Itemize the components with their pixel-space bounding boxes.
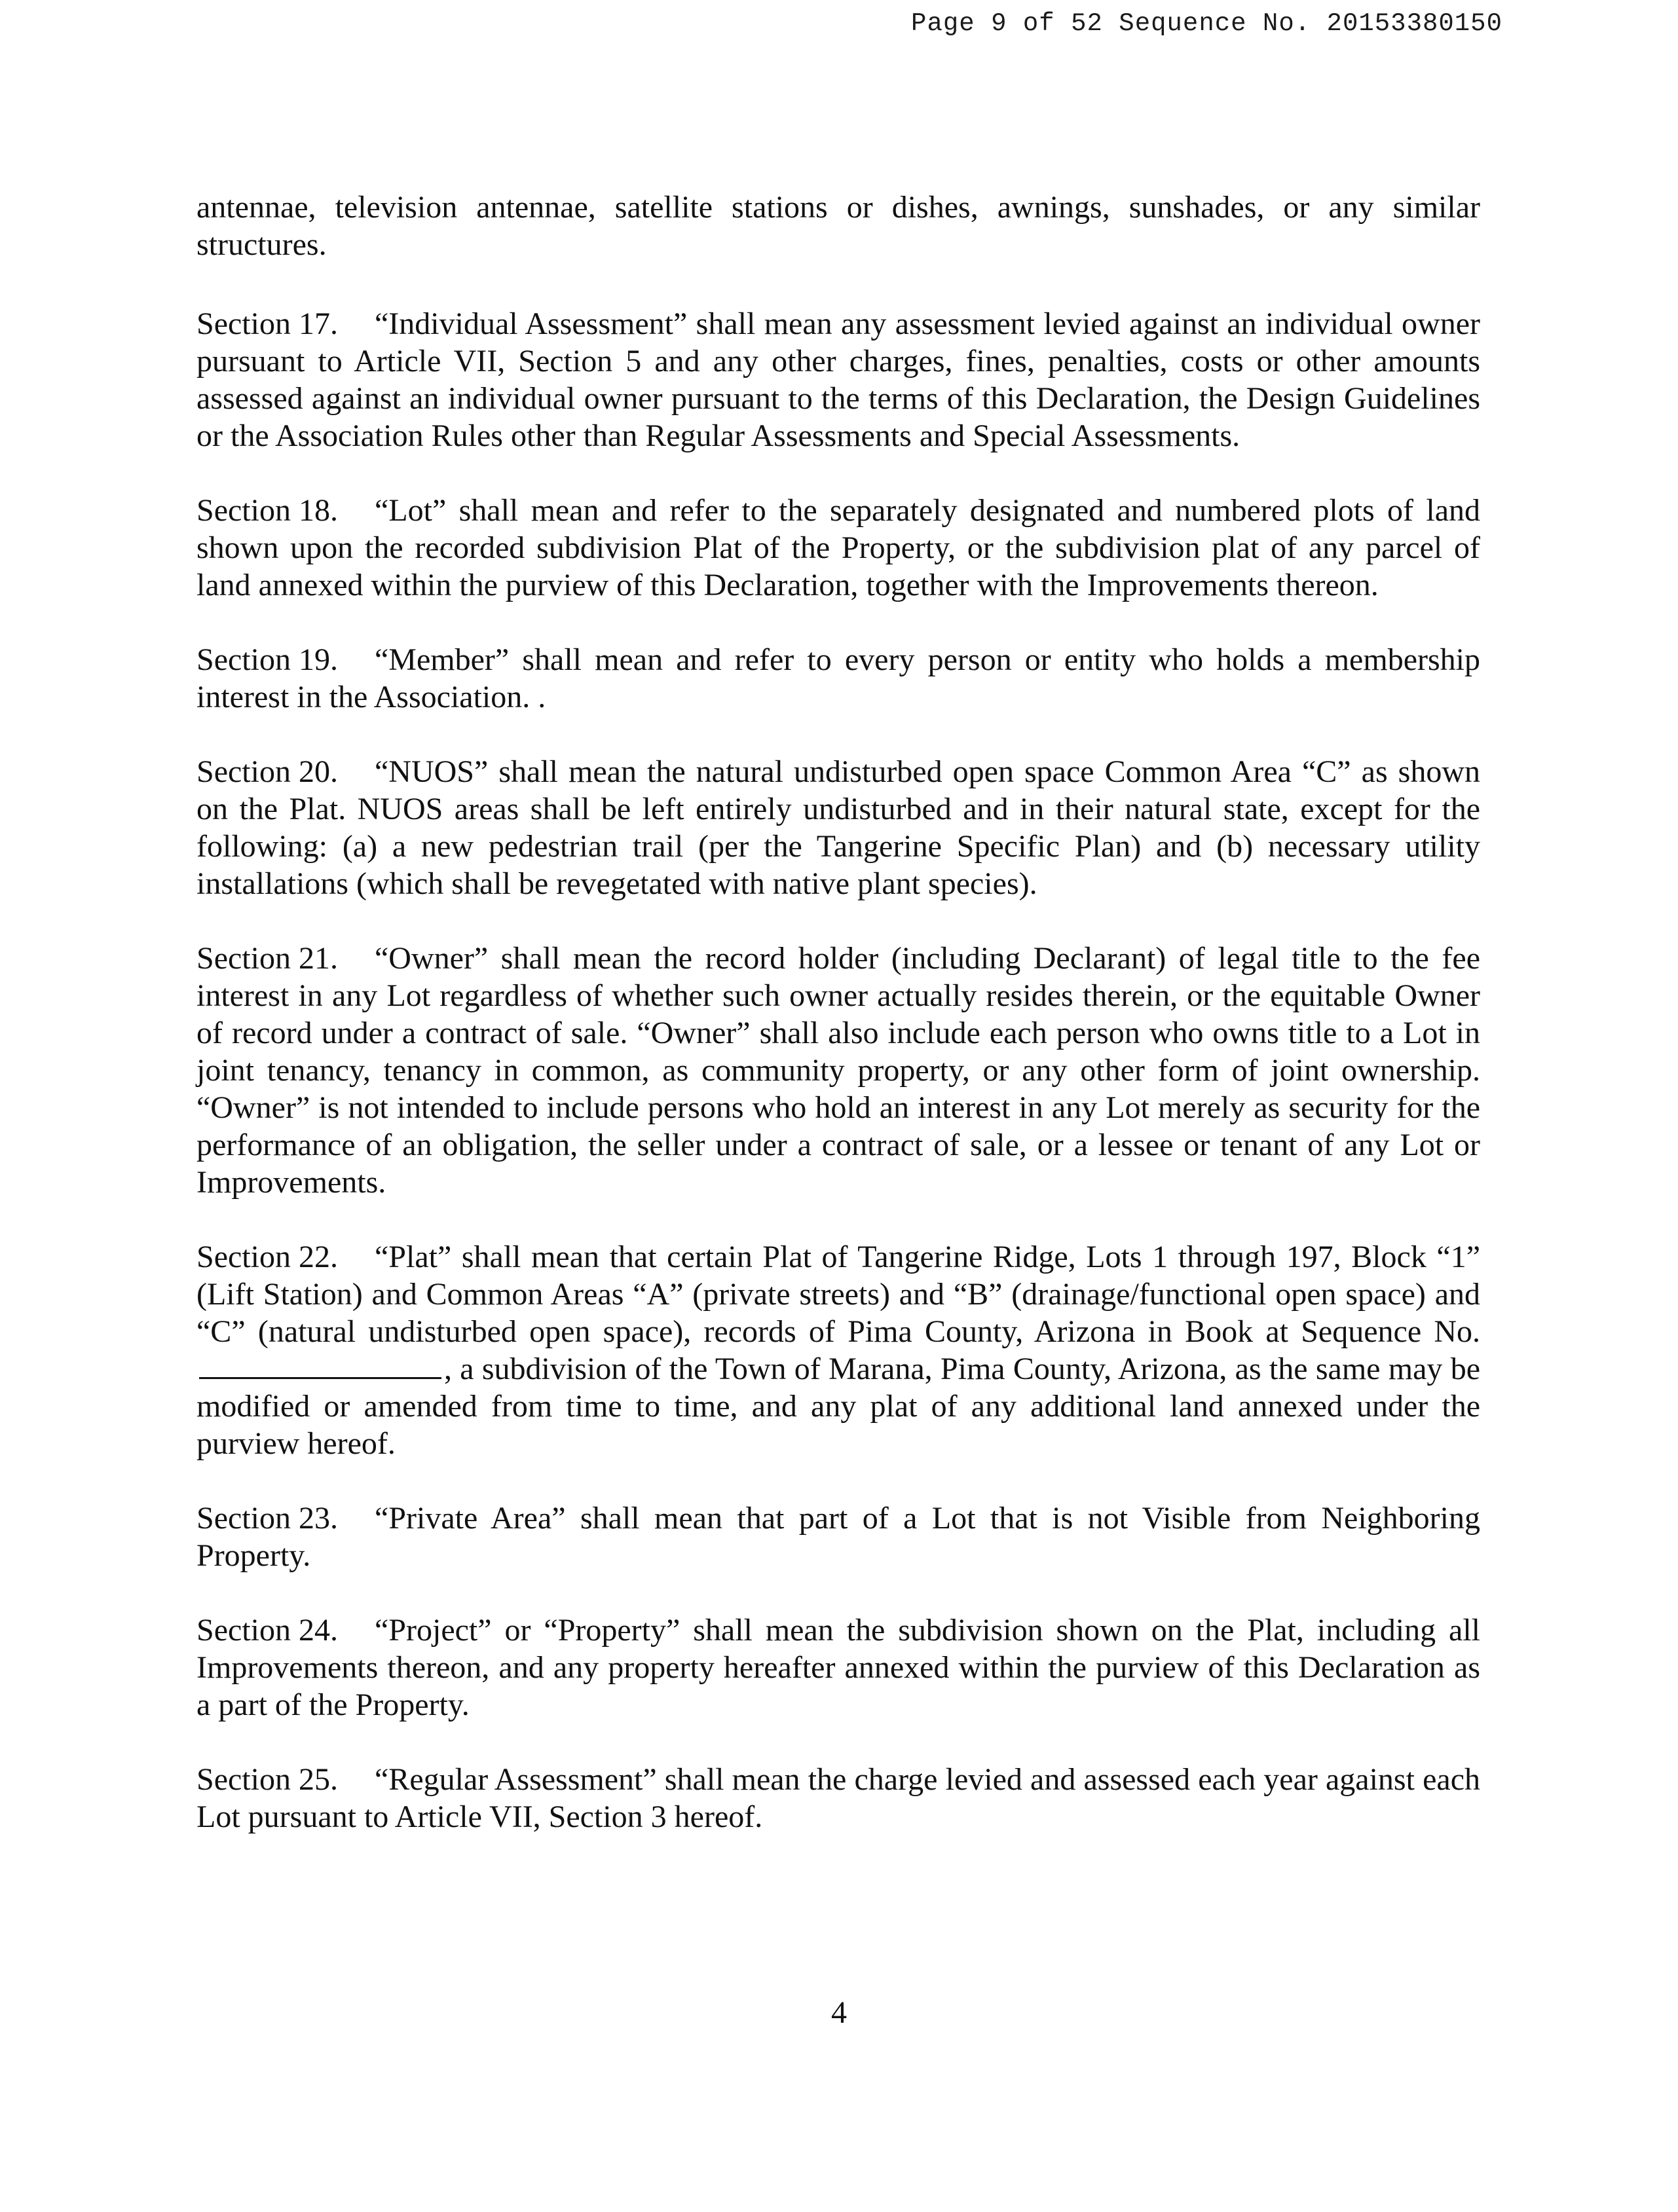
section-21-label: Section 21.	[196, 941, 338, 976]
section-25-paragraph	[196, 1761, 1480, 1835]
section-17-label: Section 17.	[196, 306, 338, 341]
page-number: 4	[831, 1995, 847, 2030]
section-17-text: “Individual Assessment” shall mean any assessment levied against an individual owner pursuant to Article VII, Section 5 and any other charges, fines, penalties, costs or other amounts assessed against an individual owner pursuant to the terms of this Declaration, the Design Guidelines or the Association Rules other than Regular Assessments and Special Assessments.	[196, 306, 1480, 453]
section-22-text-before-blank: “Plat” shall mean that certain Plat of Tangerine Ridge, Lots 1 through 197, Block “1” (Lift Station) and Common Areas “A” (private streets) and “B” (drainage/functional open space) and “C” (natural undisturbed open space), records of Pima County, Arizona in Book at Sequence No.	[196, 1240, 1480, 1349]
section-24-text: “Project” or “Property” shall mean the subdivision shown on the Plat, including all Improvements thereon, and any property hereafter annexed within the purview of this Declaration as a part of the Property.	[196, 1613, 1480, 1722]
section-23-paragraph	[196, 1500, 1480, 1574]
page-sequence-stamp: Page 9 of 52 Sequence No. 20153380150	[911, 9, 1502, 38]
section-23-text: “Private Area” shall mean that part of a Lot that is not Visible from Neighboring Property.	[196, 1501, 1480, 1573]
section-18-paragraph	[196, 492, 1480, 604]
section-23-label: Section 23.	[196, 1501, 338, 1536]
section-19-label: Section 19.	[196, 642, 338, 677]
section-22-paragraph	[196, 1238, 1480, 1462]
section-17-paragraph	[196, 305, 1480, 454]
section-22-label: Section 22.	[196, 1240, 338, 1274]
section-25-label: Section 25.	[196, 1762, 338, 1797]
section-25-text: “Regular Assessment” shall mean the charge levied and assessed each year against each Lot pursuant to Article VII, Section 3 hereof.	[196, 1762, 1480, 1834]
section-22-text-after-blank: , a subdivision of the Town of Marana, Pima County, Arizona, as the same may be modified or amended from time to time, and any plat of any additional land annexed under the purview hereof.	[196, 1352, 1480, 1461]
section-21-paragraph	[196, 940, 1480, 1201]
section-18-label: Section 18.	[196, 493, 338, 528]
section-24-label: Section 24.	[196, 1613, 338, 1648]
sequence-number-blank	[199, 1352, 441, 1379]
section-21-text: “Owner” shall mean the record holder (including Declarant) of legal title to the fee interest in any Lot regardless of whether such owner actually resides therein, or the equitable Owner of record under a contract of sale. “Owner” shall also include each person who owns title to a Lot in joint tenancy, tenancy in common, as community property, or any other form of joint ownership. “Owner” is not intended to include persons who hold an interest in any Lot merely as security for the performance of an obligation, the seller under a contract of sale, or a lessee or tenant of any Lot or Improvements.	[196, 941, 1480, 1200]
section-20-label: Section 20.	[196, 754, 338, 789]
document-body	[196, 189, 1480, 1873]
section-20-text: “NUOS” shall mean the natural undisturbed open space Common Area “C” as shown on the Plat. NUOS areas shall be left entirely undisturbed and in their natural state, except for the following: (a) a new pedestrian trail (per the Tangerine Specific Plan) and (b) necessary utility installations (which shall be revegetated with native plant species).	[196, 754, 1480, 901]
section-19-text: “Member” shall mean and refer to every person or entity who holds a membership interest in the Association. .	[196, 642, 1480, 714]
section-18-text: “Lot” shall mean and refer to the separately designated and numbered plots of land shown upon the recorded subdivision Plat of the Property, or the subdivision plat of any parcel of land annexed within the purview of this Declaration, together with the Improvements thereon.	[196, 493, 1480, 602]
continuation-paragraph: antennae, television antennae, satellite stations or dishes, awnings, sunshades, or any similar structures.	[196, 190, 1480, 262]
section-19-paragraph	[196, 641, 1480, 716]
section-20-paragraph	[196, 753, 1480, 902]
section-24-paragraph	[196, 1612, 1480, 1724]
